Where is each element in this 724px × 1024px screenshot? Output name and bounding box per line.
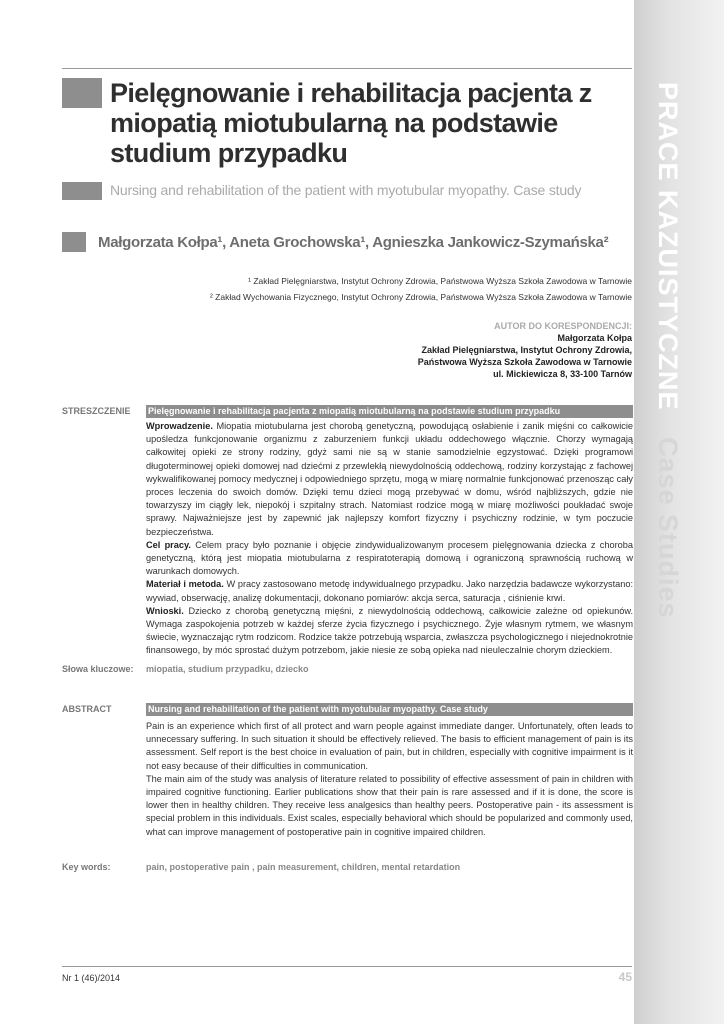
issue-number: Nr 1 (46)/2014 — [62, 973, 121, 983]
article-title: Pielęgnowanie i rehabilitacja pacjenta z miopatią miotubularną na podstawie studium przypadku — [110, 78, 592, 168]
abstract-title-band: Nursing and rehabilitation of the patient with myotubular myopathy. Case study — [146, 703, 633, 716]
intro-heading: Wprowadzenie. — [146, 421, 213, 431]
keywords-en-value: pain, postoperative pain , pain measurement, children, mental retardation — [146, 862, 461, 872]
abstract-label: ABSTRACT — [62, 704, 112, 714]
abstract-paragraph-1: Pain is an experience which first of all protect and warn people against immediate danger. Unfortunately, often leads to unnecessary suffering. In such situation it should be effectively relieved. The basis to efficient management of pain is its assessment. Self report is the best choice in evaluation of pain, but in children, especially with cognitive impairment is it not easy because of their difficulties in communication. — [146, 721, 633, 771]
title-marker — [62, 78, 102, 108]
top-rule — [62, 68, 632, 69]
conclusions-text: Dziecko z chorobą genetyczną mięśni, z niewydolnością oddechową, całkowicie zależne od opiekunów. Wymaga zaspokojenia potrzeb w każdej sferze życia fizycznego i psychicznego. Żyje własnym rytmem, we własnym świecie, wyznaczając rytm rodzicom. Rodzice także potrzebują wsparcia, zwłaszcza psychologicznego i niejednokrotnie finansowego, by móc sprostać dużym potrzebom, jakie niesie ze sobą opieka nad nieuleczalnie chorym dzieckiem. — [146, 605, 633, 656]
keywords-pl-label: Słowa kluczowe: — [62, 664, 134, 674]
streszczenie-body — [146, 420, 633, 658]
article-authors: Małgorzata Kołpa¹, Aneta Grochowska¹, Agnieszka Jankowicz-Szymańska² — [98, 234, 609, 251]
aim-text: Celem pracy było poznanie i objęcie zindywidualizowanym procesem pielęgnowania dziecka z choroba genetyczną, którą jest miopatia miotubularna z respiratoterapią domową i ograniczoną sprawnością ruchową w warunkach domowych. — [146, 539, 633, 577]
affiliation-1: ¹ Zakład Pielęgniarstwa, Instytut Ochrony Zdrowia, Państwowa Wyższa Szkoła Zawodowa w Tarnowie — [248, 276, 632, 286]
correspondence-label: AUTOR DO KORESPONDENCJI: — [494, 321, 632, 331]
page-number: 45 — [618, 970, 632, 984]
section-sidebar-label — [652, 82, 683, 619]
correspondence-block — [418, 320, 632, 380]
conclusions-paragraph — [146, 605, 633, 658]
section-name-en: Case Studies — [653, 436, 683, 619]
keywords-pl-value: miopatia, studium przypadku, dziecko — [146, 664, 309, 674]
aim-paragraph — [146, 539, 633, 579]
correspondence-line: Zakład Pielęgniarstwa, Instytut Ochrony Zdrowia, — [421, 345, 632, 355]
article-subtitle: Nursing and rehabilitation of the patient with myotubular myopathy. Case study — [110, 182, 582, 198]
conclusions-heading: Wnioski. — [146, 605, 184, 616]
aim-heading: Cel pracy. — [146, 539, 191, 550]
correspondence-line: Państwowa Wyższa Szkoła Zawodowa w Tarnowie — [417, 357, 632, 367]
streszczenie-label: STRESZCZENIE — [62, 406, 131, 416]
method-heading: Materiał i metoda. — [146, 579, 224, 590]
correspondence-line: ul. Mickiewicza 8, 33-100 Tarnów — [493, 369, 632, 379]
method-paragraph — [146, 578, 633, 604]
method-text: W pracy zastosowano metodę indywidualnego przypadku. Jako narzędzia badawcze wykorzystano: wywiad, obserwację, analizę dokumentacji, dokonano pomiarów: akcja serca, saturacja , ciśnienie krwi. — [146, 579, 633, 603]
correspondence-line: Małgorzata Kołpa — [557, 333, 632, 343]
abstract-paragraph-2: The main aim of the study was analysis of literature related to possibility of effective assessment of pain in children with impaired cognitive functioning. Earlier publications show that their pain is rare assessed and if it is done, the score is lower then in healthy children. They receive less analgesics than healthy peers. Postoperative pain - its assessment is special problem in this individuals. Exist scales, especially behavioral which should be popularized and commonly used, what can improve management of postoperative pain in cognitive impaired children. — [146, 773, 633, 837]
affiliation-2: ² Zakład Wychowania Fizycznego, Instytut Ochrony Zdrowia, Państwowa Wyższa Szkoła Zawodowa w Tarnowie — [209, 292, 632, 302]
keywords-en-label: Key words: — [62, 862, 111, 872]
streszczenie-title-band: Pielęgnowanie i rehabilitacja pacjenta z miopatią miotubularną na podstawie studium przypadku — [146, 405, 633, 418]
intro-text: Miopatia miotubularna jest chorobą genetyczną, powodującą osłabienie i zanik mięśni co całkowicie upośledza funkcjonowanie organizmu z zaburzeniem funkcji układu oddechowego włącznie. Chorzy wymagają całkowitej opieki ze strony rodziny, gdyż sami nie są w stanie samodzielnie egzystować. Dzięki programowi długoterminowej opieki domowej nad dziećmi z przewlekłą niewydolnością oddechową, rodziny korzystając z fachowej wykwalifikowanej pomocy medycznej i odpowiedniego sprzętu, mogą w miarę normalnie funkcjonować przenosząc cały proces leczenia do swoich domów. Dzięki temu dzieci mogą przebywać w domu, wśród najbliższych, gdzie nie towarzyszy im ciągły lek, niepokój i szpitalny strach. Natomiast rodzice mogą w miarę możliwości poukładać swoje sprawy. Najważniejsze jest by zapewnić jak najlepszy komfort fizyczny i psychiczny rodzinie, w tym poczucie bezpieczeństwa. — [146, 421, 633, 537]
authors-marker — [62, 232, 86, 252]
abstract-body — [146, 720, 633, 839]
intro-paragraph — [146, 420, 633, 539]
section-name-pl: PRACE KAZUISTYCZNE — [653, 82, 683, 411]
bottom-rule — [62, 966, 632, 967]
subtitle-marker — [62, 182, 102, 200]
